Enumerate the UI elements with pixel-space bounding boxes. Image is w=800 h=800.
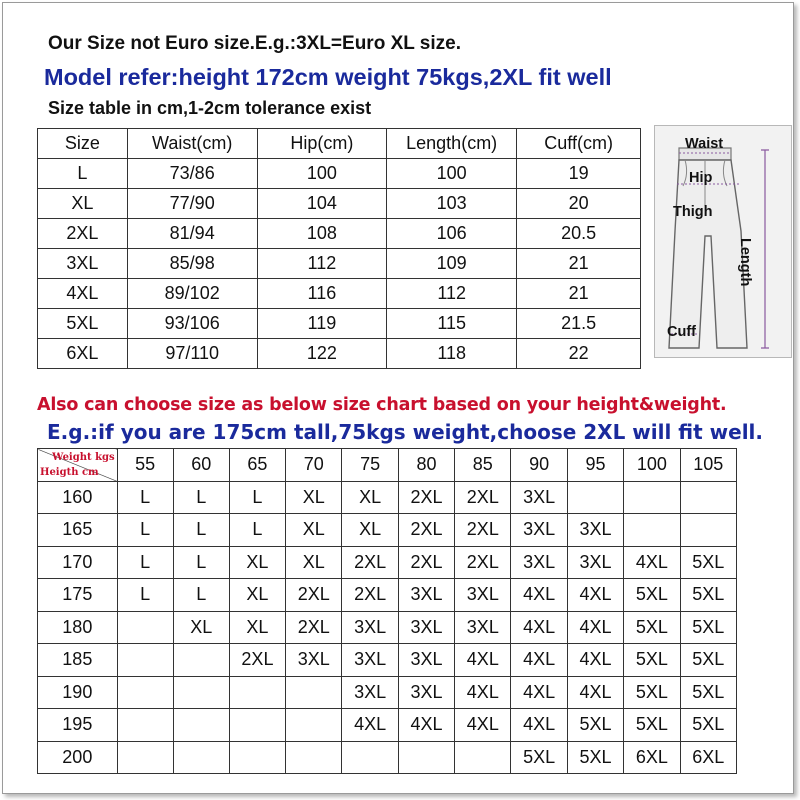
hw-chart-size-cell: 2XL [455, 481, 511, 514]
size-table-row [38, 309, 641, 339]
hw-chart-size-cell: 2XL [398, 481, 454, 514]
hw-chart-size-cell: 4XL [511, 579, 567, 612]
hw-chart-size-cell [286, 741, 342, 774]
size-table-cell: 103 [387, 189, 517, 219]
diagram-length-label: Length [737, 238, 753, 287]
hw-chart-size-cell: 2XL [286, 579, 342, 612]
hw-chart-row [38, 481, 737, 514]
size-table-cell: 81/94 [127, 219, 257, 249]
size-table-header-cell: Length(cm) [387, 129, 517, 159]
size-table-cell: 104 [257, 189, 386, 219]
size-table-cell: 22 [517, 339, 641, 369]
hw-chart-size-cell: 4XL [567, 579, 623, 612]
corner-height-label: Heigth cm [40, 466, 99, 478]
hw-chart-size-cell: XL [286, 481, 342, 514]
hw-chart-size-cell: 5XL [624, 676, 680, 709]
hw-chart-size-cell: 5XL [680, 579, 736, 612]
hw-chart-weight-cell: 100 [624, 449, 680, 482]
hw-chart-weight-cell: 105 [680, 449, 736, 482]
size-table-cell: 19 [517, 159, 641, 189]
hw-chart-size-cell: L [117, 481, 173, 514]
size-table-cell: 122 [257, 339, 386, 369]
hw-chart-size-cell: 4XL [455, 709, 511, 742]
hw-chart-size-cell: XL [286, 514, 342, 547]
size-table-header-cell: Hip(cm) [257, 129, 386, 159]
hw-chart-weight-cell: 65 [229, 449, 285, 482]
hw-chart-size-cell: 3XL [342, 611, 398, 644]
hw-chart-size-cell [117, 644, 173, 677]
hw-chart-size-cell [680, 481, 736, 514]
hw-chart-size-cell: L [117, 514, 173, 547]
hw-chart-size-cell: 2XL [286, 611, 342, 644]
diagram-waist-label: Waist [685, 136, 724, 152]
size-table-cell: 89/102 [127, 279, 257, 309]
hw-chart-size-cell [286, 676, 342, 709]
hw-chart-row [38, 676, 737, 709]
hw-chart-size-cell [117, 676, 173, 709]
hw-chart-weight-cell: 60 [173, 449, 229, 482]
hw-chart-height-cell: 190 [38, 676, 118, 709]
size-table-cell: 77/90 [127, 189, 257, 219]
hw-chart-size-cell [398, 741, 454, 774]
hw-chart-size-cell: 5XL [624, 709, 680, 742]
hw-chart-size-cell: 5XL [567, 709, 623, 742]
hw-chart-size-cell: L [229, 481, 285, 514]
hw-chart-size-cell: L [173, 546, 229, 579]
size-table-cell: 118 [387, 339, 517, 369]
hw-chart-height-cell: 185 [38, 644, 118, 677]
hw-chart-row [38, 546, 737, 579]
size-table-row [38, 159, 641, 189]
hw-chart-size-cell: 5XL [624, 579, 680, 612]
hw-chart-row [38, 579, 737, 612]
hw-chart-size-cell: 4XL [511, 611, 567, 644]
size-table-row [38, 189, 641, 219]
hw-chart-size-cell: 5XL [567, 741, 623, 774]
hw-chart-size-cell: 5XL [680, 676, 736, 709]
hw-chart-size-cell: 5XL [680, 644, 736, 677]
size-table-cell: 20.5 [517, 219, 641, 249]
hw-chart-size-cell: 5XL [624, 644, 680, 677]
hw-chart-size-cell: 2XL [398, 514, 454, 547]
hw-chart-size-cell: L [229, 514, 285, 547]
size-table-header-row [38, 129, 641, 159]
hw-chart-size-cell: 3XL [455, 579, 511, 612]
header-model-reference: Model refer:height 172cm weight 75kgs,2XL fit well [44, 64, 612, 90]
corner-weight-label: Weight kgs [52, 452, 115, 463]
hw-chart-size-cell: 2XL [342, 579, 398, 612]
size-table-cell: 3XL [38, 249, 128, 279]
hw-chart-size-cell: XL [229, 611, 285, 644]
size-table-cell: 5XL [38, 309, 128, 339]
size-table-row [38, 219, 641, 249]
size-table-cell: 21 [517, 249, 641, 279]
hw-chart-row [38, 644, 737, 677]
hw-chart-size-cell [680, 514, 736, 547]
hw-chart-weight-cell: 55 [117, 449, 173, 482]
hw-chart-size-cell [624, 481, 680, 514]
hw-chart-size-cell: 6XL [624, 741, 680, 774]
hw-chart-size-cell: 4XL [567, 644, 623, 677]
hw-chart-size-cell [229, 741, 285, 774]
hw-chart-size-cell: XL [229, 579, 285, 612]
advice-example: E.g.:if you are 175cm tall,75kgs weight,choose 2XL will fit well. [47, 420, 764, 444]
size-table-cell: 119 [257, 309, 386, 339]
hw-chart-size-cell: 4XL [511, 676, 567, 709]
hw-chart-weight-cell: 70 [286, 449, 342, 482]
hw-chart-row [38, 709, 737, 742]
size-table-cell: 108 [257, 219, 386, 249]
diagram-hip-label: Hip [689, 170, 713, 186]
size-table-cell: 21.5 [517, 309, 641, 339]
hw-chart-weight-cell: 95 [567, 449, 623, 482]
size-table-header-cell: Cuff(cm) [517, 129, 641, 159]
hw-chart-size-cell: 3XL [286, 644, 342, 677]
hw-chart-size-cell: 5XL [680, 709, 736, 742]
hw-chart-size-cell [117, 709, 173, 742]
hw-chart-size-cell: 6XL [680, 741, 736, 774]
hw-chart-size-cell: 4XL [511, 644, 567, 677]
height-weight-chart [37, 448, 737, 774]
hw-chart-size-cell: 2XL [455, 514, 511, 547]
hw-chart-size-cell: 5XL [624, 611, 680, 644]
hw-chart-size-cell: 2XL [455, 546, 511, 579]
hw-chart-size-cell: 4XL [455, 676, 511, 709]
hw-chart-height-cell: 170 [38, 546, 118, 579]
hw-chart-weight-cell: 80 [398, 449, 454, 482]
size-table-cell: 73/86 [127, 159, 257, 189]
size-table-cell: 4XL [38, 279, 128, 309]
hw-chart-size-cell: 4XL [342, 709, 398, 742]
size-table-cell: 115 [387, 309, 517, 339]
size-table-row [38, 249, 641, 279]
hw-chart-size-cell: L [173, 579, 229, 612]
hw-chart-size-cell: 3XL [567, 546, 623, 579]
hw-chart-size-cell: L [117, 579, 173, 612]
hw-chart-size-cell: XL [286, 546, 342, 579]
hw-chart-size-cell [117, 741, 173, 774]
hw-chart-size-cell [173, 676, 229, 709]
hw-chart-corner-cell [38, 449, 118, 482]
hw-chart-size-cell [117, 611, 173, 644]
size-table [37, 128, 641, 369]
hw-chart-height-cell: 200 [38, 741, 118, 774]
hw-chart-size-cell [567, 481, 623, 514]
hw-chart-size-cell: 4XL [567, 611, 623, 644]
advice-choose-by-height-weight: Also can choose size as below size chart based on your height&weight. [37, 395, 727, 415]
hw-chart-size-cell: 3XL [511, 546, 567, 579]
size-table-row [38, 279, 641, 309]
diagram-thigh-label: Thigh [673, 204, 713, 220]
hw-chart-weight-cell: 90 [511, 449, 567, 482]
size-table-cell: 109 [387, 249, 517, 279]
hw-chart-row [38, 611, 737, 644]
size-table-cell: 2XL [38, 219, 128, 249]
size-table-cell: 93/106 [127, 309, 257, 339]
hw-chart-size-cell: 3XL [398, 644, 454, 677]
hw-chart-size-cell: 3XL [567, 514, 623, 547]
hw-chart-size-cell: 2XL [398, 546, 454, 579]
hw-chart-size-cell: 3XL [342, 676, 398, 709]
hw-chart-size-cell: 4XL [455, 644, 511, 677]
hw-chart-size-cell: 3XL [342, 644, 398, 677]
hw-chart-header-row [38, 449, 737, 482]
header-tolerance-note: Size table in cm,1-2cm tolerance exist [48, 98, 372, 118]
hw-chart-size-cell: 4XL [624, 546, 680, 579]
pants-diagram [654, 125, 792, 358]
size-table-cell: 100 [257, 159, 386, 189]
hw-chart-height-cell: 180 [38, 611, 118, 644]
size-table-cell: 116 [257, 279, 386, 309]
hw-chart-height-cell: 160 [38, 481, 118, 514]
hw-chart-size-cell: 2XL [342, 546, 398, 579]
pants-measurement-icon [655, 126, 791, 357]
hw-chart-weight-cell: 85 [455, 449, 511, 482]
header-euro-size-note: Our Size not Euro size.E.g.:3XL=Euro XL size. [48, 33, 461, 54]
size-table-header-cell: Waist(cm) [127, 129, 257, 159]
size-table-cell: 6XL [38, 339, 128, 369]
hw-chart-size-cell [229, 676, 285, 709]
hw-chart-row [38, 741, 737, 774]
size-table-cell: L [38, 159, 128, 189]
hw-chart-size-cell: L [173, 481, 229, 514]
hw-chart-size-cell: XL [342, 514, 398, 547]
size-table-header-cell: Size [38, 129, 128, 159]
hw-chart-size-cell [173, 644, 229, 677]
hw-chart-size-cell: XL [342, 481, 398, 514]
size-table-cell: 20 [517, 189, 641, 219]
hw-chart-size-cell: 4XL [567, 676, 623, 709]
size-table-cell: 100 [387, 159, 517, 189]
hw-chart-size-cell: 4XL [398, 709, 454, 742]
hw-chart-size-cell: 3XL [455, 611, 511, 644]
hw-chart-height-cell: 195 [38, 709, 118, 742]
hw-chart-size-cell [342, 741, 398, 774]
hw-chart-size-cell: XL [229, 546, 285, 579]
hw-chart-size-cell: 3XL [398, 611, 454, 644]
hw-chart-size-cell: L [173, 514, 229, 547]
hw-chart-height-cell: 175 [38, 579, 118, 612]
hw-chart-size-cell [624, 514, 680, 547]
hw-chart-size-cell: 3XL [398, 676, 454, 709]
hw-chart-size-cell: 5XL [511, 741, 567, 774]
hw-chart-row [38, 514, 737, 547]
hw-chart-size-cell: 3XL [398, 579, 454, 612]
hw-chart-size-cell [173, 709, 229, 742]
size-table-cell: 112 [387, 279, 517, 309]
hw-chart-size-cell: 2XL [229, 644, 285, 677]
hw-chart-size-cell: 3XL [511, 481, 567, 514]
size-table-cell: 112 [257, 249, 386, 279]
hw-chart-size-cell: 5XL [680, 546, 736, 579]
size-table-cell: 85/98 [127, 249, 257, 279]
hw-chart-weight-cell: 75 [342, 449, 398, 482]
size-table-cell: XL [38, 189, 128, 219]
hw-chart-size-cell: 3XL [511, 514, 567, 547]
hw-chart-size-cell: 4XL [511, 709, 567, 742]
hw-chart-size-cell: XL [173, 611, 229, 644]
size-table-cell: 21 [517, 279, 641, 309]
hw-chart-size-cell [286, 709, 342, 742]
hw-chart-size-cell [455, 741, 511, 774]
hw-chart-size-cell: 5XL [680, 611, 736, 644]
size-table-cell: 97/110 [127, 339, 257, 369]
hw-chart-size-cell [229, 709, 285, 742]
size-table-cell: 106 [387, 219, 517, 249]
hw-chart-size-cell [173, 741, 229, 774]
hw-chart-size-cell: L [117, 546, 173, 579]
hw-chart-height-cell: 165 [38, 514, 118, 547]
size-table-row [38, 339, 641, 369]
diagram-cuff-label: Cuff [667, 324, 696, 340]
